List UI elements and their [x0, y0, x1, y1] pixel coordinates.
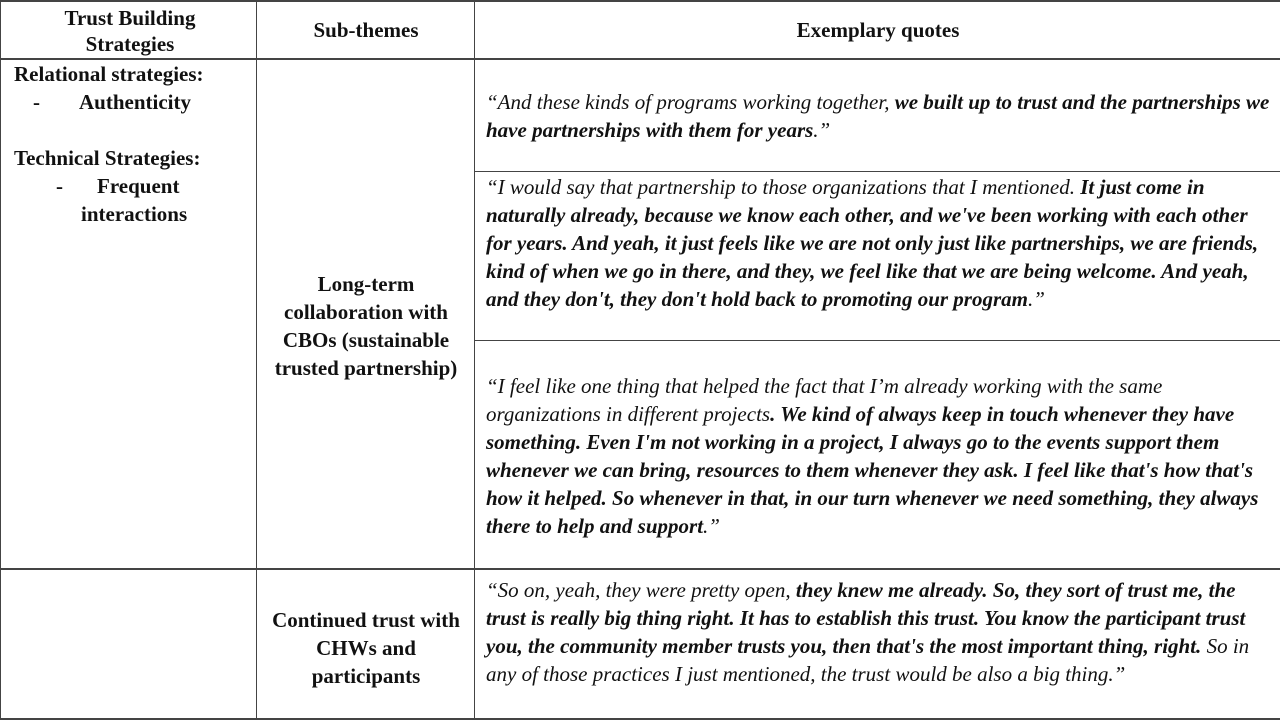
technical-item-label-1: Frequent [97, 174, 180, 198]
subtheme-long-term-collaboration [264, 60, 468, 568]
quote-close: .” [703, 514, 720, 538]
technical-item [14, 172, 254, 200]
quote-divider-1 [474, 171, 1280, 172]
quote-text: “And these kinds of programs working together, [486, 90, 895, 114]
header-strategies [30, 4, 230, 58]
header-quotes [476, 2, 1280, 58]
relational-item [14, 88, 254, 116]
subtheme-label: Long-term collaboration with CBOs (sustainable trusted partnership) [274, 272, 458, 380]
table-border-bottom [0, 718, 1280, 720]
quote-close: .” [1028, 287, 1045, 311]
quote-close: .” [813, 118, 831, 142]
technical-heading: Technical Strategies: [14, 146, 201, 170]
quote-text: “I would say that partnership to those organizations that I mentioned. [486, 175, 1081, 199]
row-divider [0, 568, 1280, 570]
header-strategies-label: Trust Building Strategies [64, 6, 196, 56]
relational-heading: Relational strategies: [14, 62, 204, 86]
table-border-left [0, 0, 1, 720]
bullet-dash: - [33, 90, 40, 114]
header-quotes-label: Exemplary quotes [796, 18, 960, 42]
quote-cell-2 [475, 173, 1280, 313]
quote-cell-4 [475, 576, 1280, 688]
quote-text: “I feel like one thing that helped the fact that I’m already working with the same organizations in different projects [486, 374, 1163, 426]
quote-divider-2 [474, 340, 1280, 341]
bullet-dash: - [56, 174, 63, 198]
quote-close: So in any of those practices I just mentioned, the trust would be also a big thing.” [486, 634, 1250, 686]
technical-item-label-2: interactions [81, 202, 188, 226]
relational-item-label: Authenticity [79, 90, 191, 114]
subtheme-continued-trust [268, 570, 464, 718]
quote-emphasis: they knew me already. So, they sort of trust me, the trust is really big thing right. It has to establish this trust. You know the participant trust you, the community member trusts you, then that's the most important thing, right. [486, 578, 1246, 658]
quote-emphasis: . We kind of always keep in touch whenever they have something. Even I'm not working in a project, I always go to the events support them whenever we can bring, resources to them whenever they ask. I feel like that's how that's how it helped. So whenever in that, in our turn whenever we need something, they always there to help and support [486, 402, 1259, 538]
quote-emphasis: It just come in naturally already, because we know each other, and we've been working with each other for years. And yeah, it just feels like we are not only just like partnerships, we are friends, kind of when we go in there, and they, we feel like that we are being welcome. And yeah, and they don't, they don't hold back to promoting our program [486, 175, 1259, 311]
column-divider-1 [256, 0, 257, 720]
quote-cell-3 [475, 372, 1280, 540]
strategies-cell [14, 60, 254, 228]
header-subthemes [258, 2, 474, 58]
header-subthemes-label: Sub-themes [313, 18, 419, 42]
quote-text: “So on, yeah, they were pretty open, [486, 578, 796, 602]
subtheme-label: Continued trust with CHWs and participants [272, 608, 460, 688]
quote-emphasis: we built up to trust and the partnerships we have partnerships with them for years [486, 90, 1270, 142]
quote-cell-1 [475, 88, 1280, 144]
